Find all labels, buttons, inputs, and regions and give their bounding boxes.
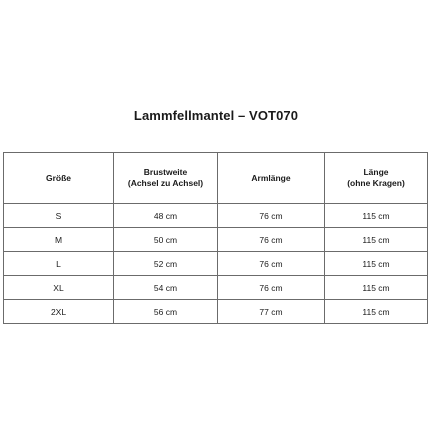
header-chest-width: Brustweite (Achsel zu Achsel) (114, 153, 218, 204)
table-row (4, 252, 428, 276)
header-length: Länge (ohne Kragen) (325, 153, 428, 204)
header-size: Größe (4, 153, 114, 204)
page-title: Lammfellmantel – VOT070 (133, 108, 299, 123)
cell-sleeve-length: 77 cm (218, 300, 325, 324)
cell-size: M (4, 228, 114, 252)
cell-length: 115 cm (325, 204, 428, 228)
table-row (4, 204, 428, 228)
table-row (4, 300, 428, 324)
table-header-row (4, 153, 428, 204)
cell-sleeve-length: 76 cm (218, 204, 325, 228)
header-sleeve-length: Armlänge (218, 153, 325, 204)
cell-chest-width: 50 cm (114, 228, 218, 252)
cell-length: 115 cm (325, 228, 428, 252)
cell-length: 115 cm (325, 252, 428, 276)
cell-sleeve-length: 76 cm (218, 228, 325, 252)
size-chart-table (3, 152, 428, 324)
cell-size: S (4, 204, 114, 228)
cell-chest-width: 52 cm (114, 252, 218, 276)
cell-chest-width: 54 cm (114, 276, 218, 300)
table-row (4, 228, 428, 252)
cell-size: XL (4, 276, 114, 300)
cell-sleeve-length: 76 cm (218, 252, 325, 276)
table-row (4, 276, 428, 300)
cell-chest-width: 56 cm (114, 300, 218, 324)
cell-length: 115 cm (325, 300, 428, 324)
cell-size: L (4, 252, 114, 276)
cell-length: 115 cm (325, 276, 428, 300)
cell-size: 2XL (4, 300, 114, 324)
cell-chest-width: 48 cm (114, 204, 218, 228)
cell-sleeve-length: 76 cm (218, 276, 325, 300)
